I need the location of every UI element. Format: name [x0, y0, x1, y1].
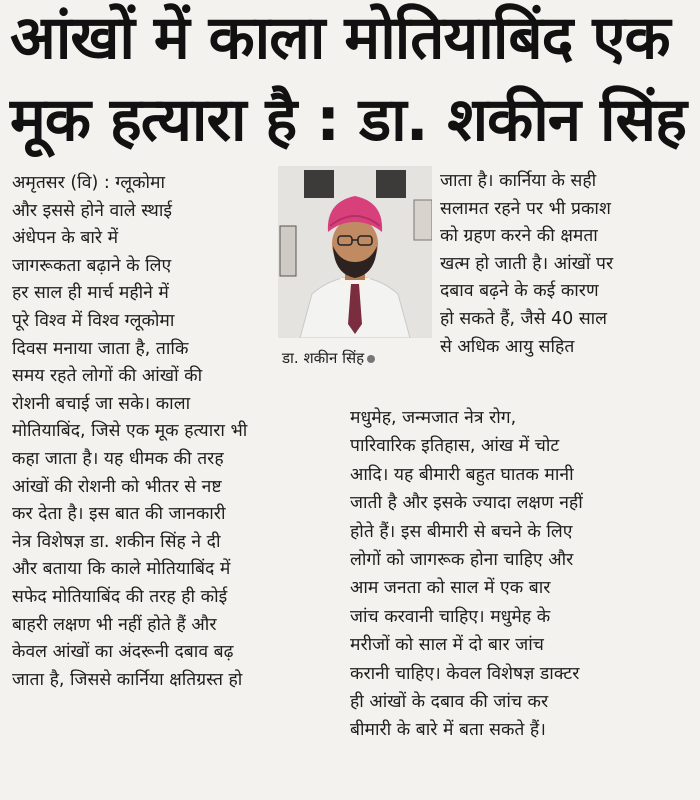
article-line: कर देता है। इस बात की जानकारी — [12, 504, 226, 525]
article-line: होते हैं। इस बीमारी से बचने के लिए — [350, 521, 573, 542]
article-line: आदि। यह बीमारी बहुत घातक मानी — [350, 464, 574, 485]
article-line: खत्म हो जाती है। आंखों पर — [440, 253, 614, 274]
article-line: केवल आंखों का अंदरूनी दबाव बढ़ — [12, 642, 234, 663]
headline-line-2: मूक हत्यारा है : डा. शकीन सिंह — [10, 85, 686, 155]
article-line: जाता है। कार्निया के सही — [440, 171, 597, 191]
article-line: अमृतसर (वि) : ग्लूकोमा — [12, 173, 166, 193]
article-line: पूरे विश्व में विश्व ग्लूकोमा — [12, 310, 175, 331]
article-line: से अधिक आयु सहित — [440, 336, 575, 357]
article-line: जाती है और इसके ज्यादा लक्षण नहीं — [350, 493, 583, 514]
article-line: सफेद मोतियाबिंद की तरह ही कोई — [12, 586, 228, 607]
headline — [10, 0, 690, 160]
article-line: दबाव बढ़ने के कई कारण — [440, 281, 599, 302]
doctor-photo — [278, 166, 432, 338]
article-line: सलामत रहने पर भी प्रकाश — [440, 198, 611, 219]
article-line: नेत्र विशेषज्ञ डा. शकीन सिंह ने दी — [12, 531, 221, 552]
article-line: और बताया कि काले मोतियाबिंद में — [12, 559, 231, 580]
article-line: मोतियाबिंद, जिसे एक मूक हत्यारा भी — [12, 421, 248, 442]
article-line: पारिवारिक इतिहास, आंख में चोट — [350, 436, 560, 457]
article-line: जागरूकता बढ़ाने के लिए — [12, 255, 172, 276]
article-line: जांच करवानी चाहिए। मधुमेह के — [350, 606, 551, 627]
caption-bullet-icon — [367, 355, 375, 363]
photo-caption-text: डा. शकीन सिंह — [282, 349, 365, 367]
article-line: रोशनी बचाई जा सके। काला — [12, 393, 191, 414]
article-line: दिवस मनाया जाता है, ताकि — [12, 338, 189, 359]
article-line: आम जनता को साल में एक बार — [350, 578, 551, 599]
article-line: समय रहते लोगों की आंखों की — [12, 366, 203, 387]
article-line: अंधेपन के बारे में — [12, 228, 119, 249]
article-line: हर साल ही मार्च महीने में — [12, 283, 169, 304]
article-line: हो सकते हैं, जैसे 40 साल — [440, 308, 608, 329]
article-line: बीमारी के बारे में बता सकते हैं। — [350, 720, 546, 741]
article-line: करानी चाहिए। केवल विशेषज्ञ डाक्टर — [350, 663, 580, 684]
article-left-column — [12, 170, 267, 800]
article-line: कहा जाता है। यह धीमक की तरह — [12, 448, 224, 469]
article-line: आंखों की रोशनी को भीतर से नष्ट — [12, 476, 222, 497]
article-line: जाता है, जिससे कार्निया क्षतिग्रस्त हो — [12, 669, 243, 690]
portrait-image — [278, 166, 432, 338]
article-line: ही आंखों के दबाव की जांच कर — [350, 691, 549, 712]
article-right-column-bottom — [350, 404, 692, 800]
article-line: और इससे होने वाले स्थाई — [12, 200, 172, 221]
article-line: लोगों को जागरूक होना चाहिए और — [350, 549, 574, 570]
article-line: बाहरी लक्षण भी नहीं होते हैं और — [12, 614, 217, 635]
photo-caption — [282, 346, 442, 370]
article-right-column-top — [440, 168, 692, 404]
headline-line-1: आंखों में काला मोतियाबिंद एक — [10, 3, 670, 73]
article-line: मधुमेह, जन्मजात नेत्र रोग, — [350, 408, 517, 428]
article-line: को ग्रहण करने की क्षमता — [440, 226, 598, 247]
article-line: मरीजों को साल में दो बार जांच — [350, 635, 544, 656]
